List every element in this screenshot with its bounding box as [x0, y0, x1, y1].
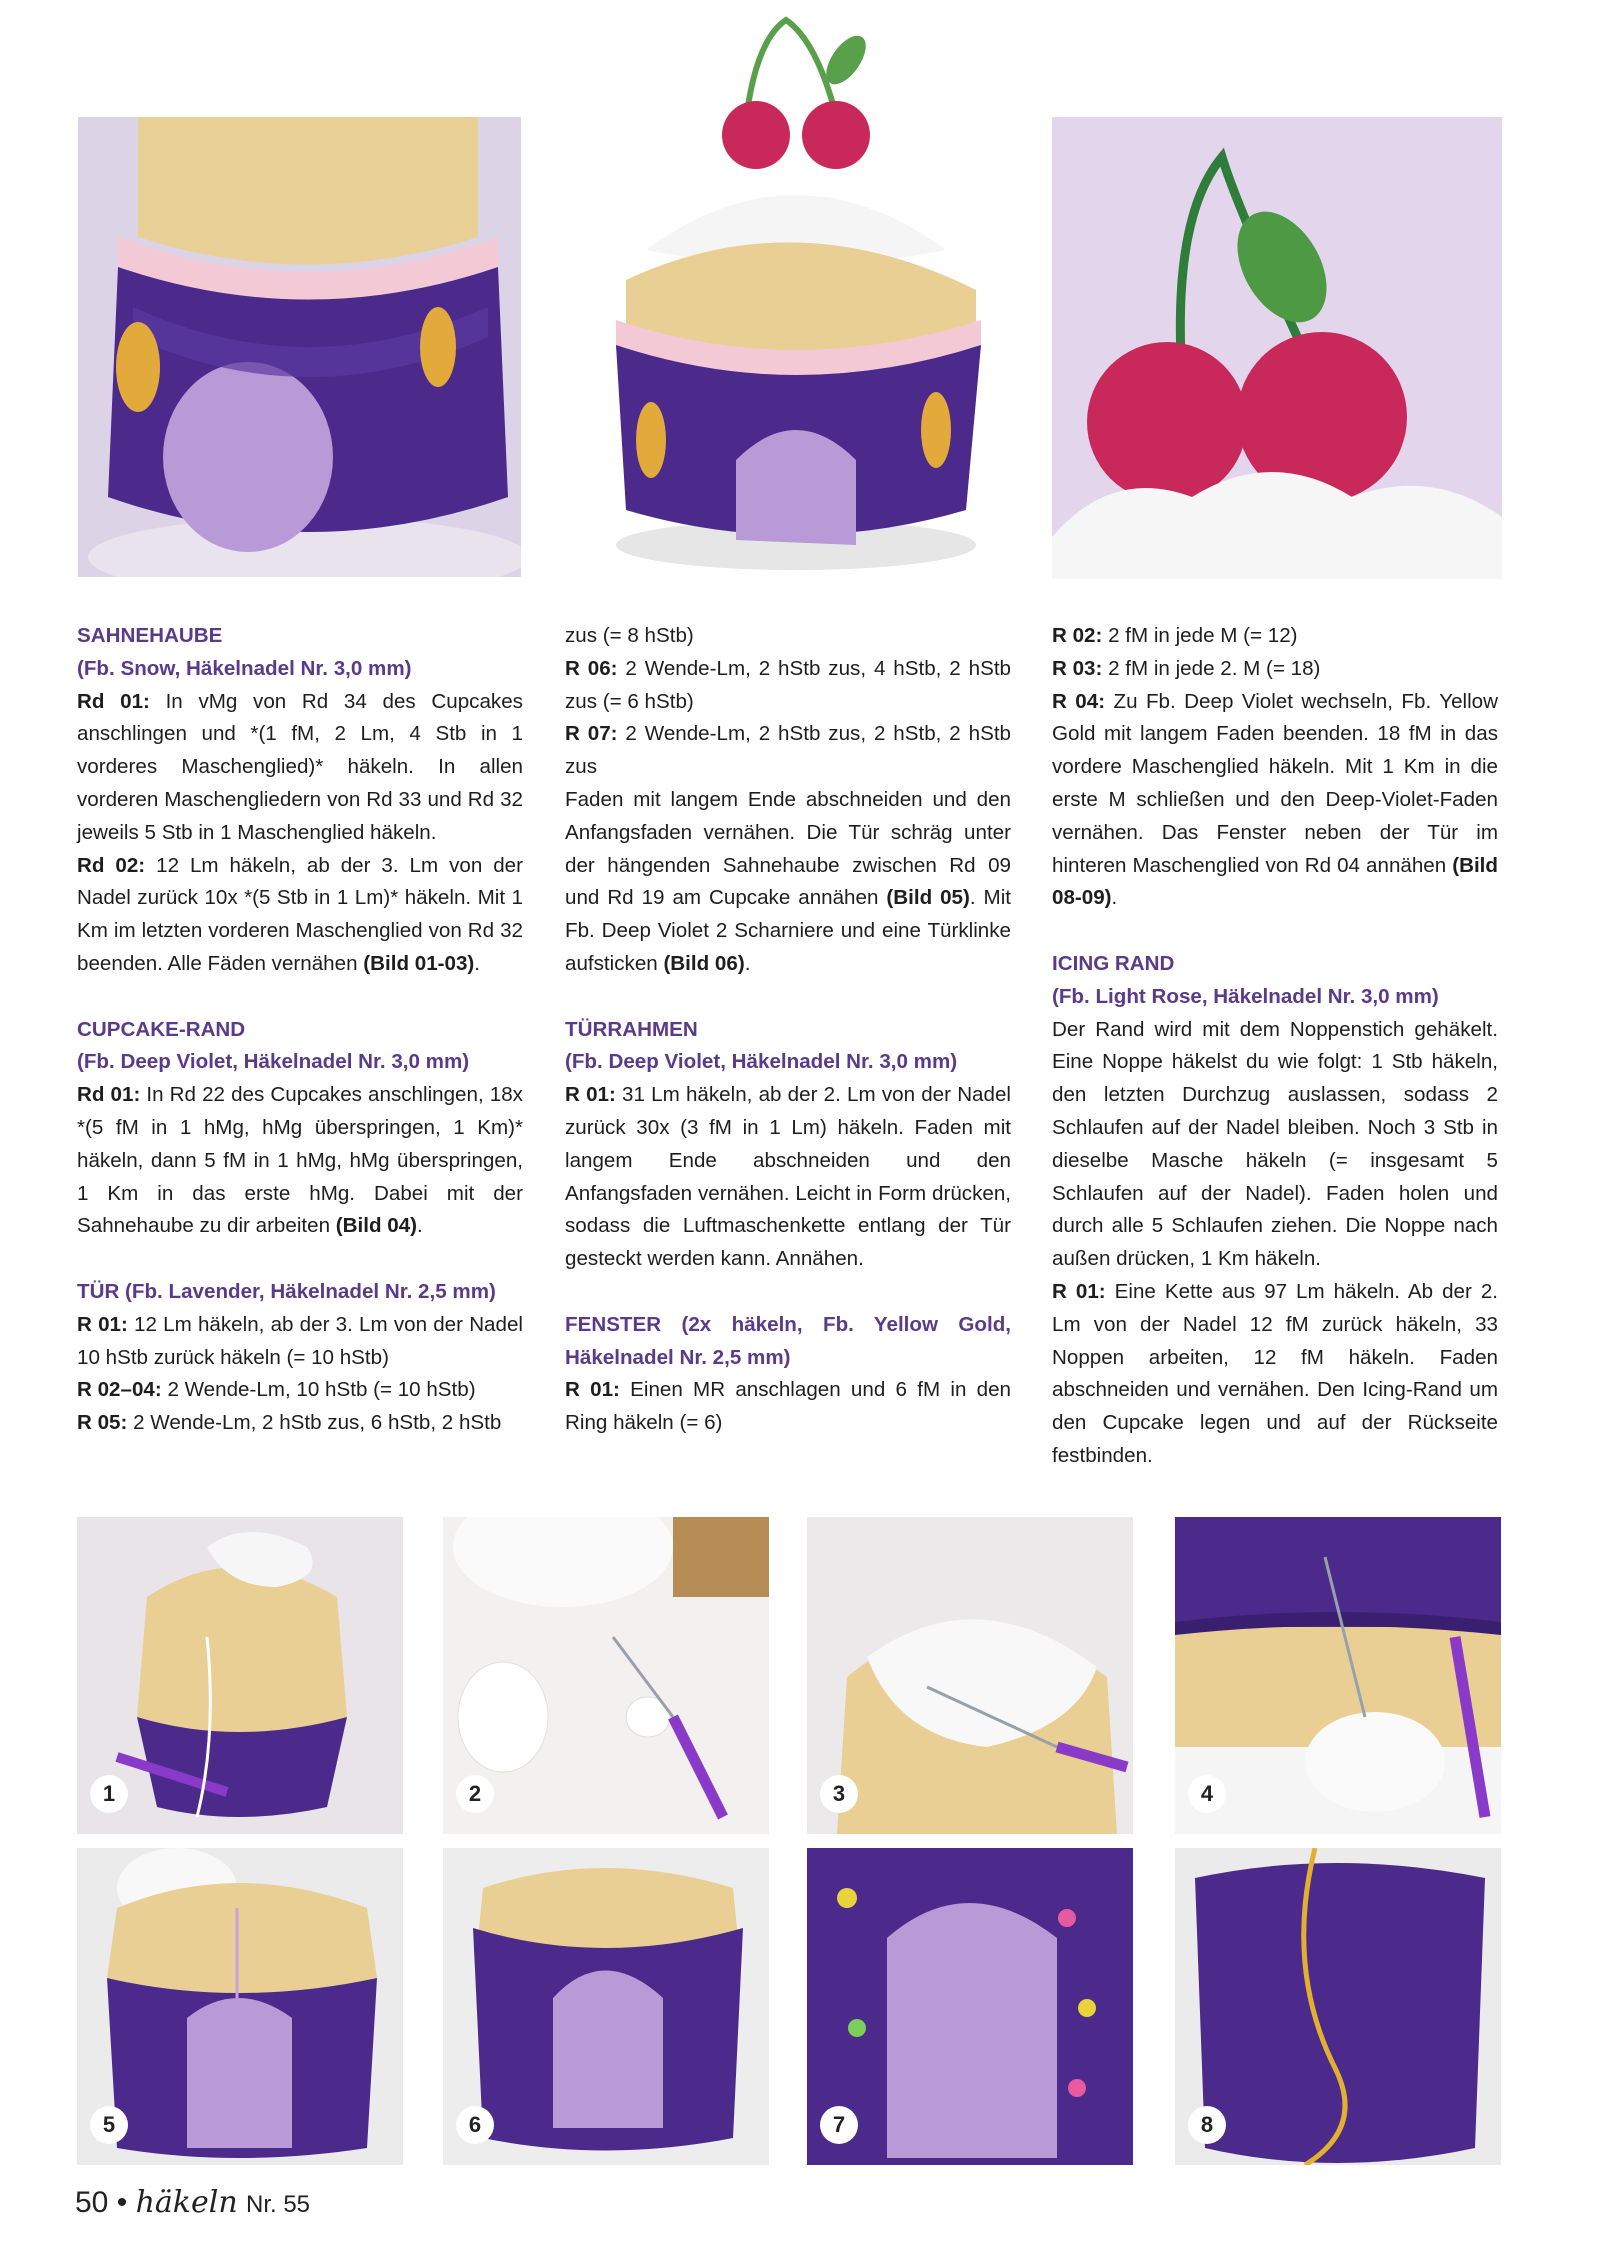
step-photo-1 — [77, 1517, 403, 1834]
step-photo-4 — [1175, 1517, 1501, 1834]
page-number: 50 — [75, 2186, 109, 2219]
instruction: R 01: 31 Lm häkeln, ab der 2. Lm von der Nadel zurück 30x (3 fM in 1 Lm) häkeln. Faden mit langem Ende abschneiden und den Anfangsfaden vernähen. Leicht in Form drücken, sodass die Luftmaschenkette entlang der Tür gesteckt werden kann. Annähen. — [565, 1083, 1011, 1271]
step-photo-6 — [443, 1848, 769, 2165]
instruction: Der Rand wird mit dem Noppenstich gehäkelt. Eine Noppe häkelst du wie folgt: 1 Stb häkeln, den letzten Durchzug auslassen, sodass 2 Schlaufen auf der Nadel bleiben. Noch 3 Stb in dieselbe Masche häkeln (= insgesamt 5 Schlaufen auf der Nadel). Faden holen und durch alle 5 Schlaufen ziehen. Die Noppe nach außen drücken, 1 Km häkeln. — [1052, 1017, 1498, 1271]
step-number: 4 — [1188, 1775, 1226, 1813]
instruction: R 03: 2 fM in jede 2. M (= 18) — [1052, 656, 1321, 680]
step-photo-2 — [443, 1517, 769, 1834]
step-number: 3 — [820, 1775, 858, 1813]
instruction: R 07: 2 Wende-Lm, 2 hStb zus, 2 hStb, 2 hStb zus — [565, 722, 1011, 779]
instruction: R 02: 2 fM in jede M (= 12) — [1052, 624, 1298, 647]
step-number: 8 — [1188, 2106, 1226, 2144]
subheading-cupcake-rand: (Fb. Deep Violet, Häkelnadel Nr. 3,0 mm) — [77, 1050, 470, 1074]
heading-cupcake-rand: CUPCAKE-RAND — [77, 1017, 246, 1041]
text-column-right — [1052, 620, 1498, 1473]
photo-cupcake-house — [556, 0, 1036, 580]
page-footer — [75, 2185, 310, 2220]
instruction: Rd 01: In Rd 22 des Cupcakes anschlingen, 18x *(5 fM in 1 hMg, hMg überspringen, 1 Km)* häkeln, dann 5 fM in 1 hMg, hMg überspringen, 1 Km in das erste hMg. Dabei mit der Sahnehaube zu dir arbeiten (Bild 04). — [77, 1083, 523, 1238]
photo-cherries-closeup — [1052, 117, 1502, 579]
step-photo-7 — [807, 1848, 1133, 2165]
heading-sahnehaube: SAHNEHAUBE — [77, 624, 223, 647]
photo-cupcake-door-closeup — [78, 117, 521, 577]
instruction: R 01: Eine Kette aus 97 Lm häkeln. Ab der 2. Lm von der Nadel 12 fM zurück häkeln, 33 Noppen arbeiten, 12 fM häkeln. Faden abschneiden und vernähen. Den Icing-Rand um den Cupcake legen und auf der Rückseite festbinden. — [1052, 1279, 1499, 1467]
heading-fenster: FENSTER (2x häkeln, Fb. Yellow Gold, Häkelnadel Nr. 2,5 mm) — [565, 1312, 1011, 1369]
heading-tuer: TÜR (Fb. Lavender, Häkelnadel Nr. 2,5 mm) — [77, 1279, 496, 1303]
instruction: R 01: 12 Lm häkeln, ab der 3. Lm von der Nadel 10 hStb zurück häkeln (= 10 hStb) — [77, 1312, 523, 1369]
step-number: 1 — [90, 1775, 128, 1813]
heading-tuerrahmen: TÜRRAHMEN — [565, 1017, 698, 1041]
instruction: R 04: Zu Fb. Deep Violet wechseln, Fb. Yellow Gold mit langem Faden beenden. 18 fM in das vordere Maschenglied häkeln. Mit 1 Km in die erste M schließen und den Deep-Violet-Faden vernähen. Das Fenster neben der Tür im hinteren Maschenglied von Rd 04 annähen (Bild 08-09). — [1052, 689, 1498, 910]
instruction: Rd 02: 12 Lm häkeln, ab der 3. Lm von der Nadel zurück 10x *(5 Stb in 1 Lm)* häkeln. Mit 1 Km im letzten vorderen Maschenglied von Rd 32 beenden. Alle Fäden vernähen (Bild 01-03). — [77, 853, 523, 975]
step-number: 5 — [90, 2106, 128, 2144]
heading-icing-rand: ICING RAND — [1052, 951, 1175, 975]
step-number: 2 — [456, 1775, 494, 1813]
subheading-tuerrahmen: (Fb. Deep Violet, Häkelnadel Nr. 3,0 mm) — [565, 1050, 958, 1074]
step-photo-8 — [1175, 1848, 1501, 2165]
step-photo-5 — [77, 1848, 403, 2165]
step-number: 6 — [456, 2106, 494, 2144]
magazine-name: häkeln — [135, 2185, 238, 2220]
instruction: R 05: 2 Wende-Lm, 2 hStb zus, 6 hStb, 2 hStb — [77, 1411, 502, 1435]
subheading-sahnehaube: (Fb. Snow, Häkelnadel Nr. 3,0 mm) — [77, 656, 412, 680]
instruction: R 06: 2 Wende-Lm, 2 hStb zus, 4 hStb, 2 hStb zus (= 6 hStb) — [565, 656, 1011, 713]
instruction: R 02–04: 2 Wende-Lm, 10 hStb (= 10 hStb) — [77, 1378, 476, 1402]
text-column-left — [77, 620, 523, 1440]
instruction: Rd 01: In vMg von Rd 34 des Cupcakes anschlingen und *(1 fM, 2 Lm, 4 Stb in 1 vorderes Maschenglied)* häkeln. In allen vorderen Maschengliedern von Rd 33 und Rd 32 jeweils 5 Stb in 1 Maschenglied häkeln. — [77, 689, 523, 844]
subheading-icing-rand: (Fb. Light Rose, Häkelnadel Nr. 3,0 mm) — [1052, 984, 1439, 1008]
instruction: Faden mit langem Ende abschneiden und den Anfangsfaden vernähen. Die Tür schräg unter der hängenden Sahnehaube zwischen Rd 09 und Rd 19 am Cupcake annähen (Bild 05). Mit Fb. Deep Violet 2 Scharniere und eine Türklinke aufsticken (Bild 06). — [565, 787, 1012, 975]
instruction: zus (= 8 hStb) — [565, 624, 694, 647]
instruction: R 01: Einen MR anschlagen und 6 fM in den Ring häkeln (= 6) — [565, 1378, 1012, 1435]
footer-bullet: • — [116, 2186, 128, 2219]
issue-number: Nr. 55 — [245, 2191, 311, 2218]
step-number: 7 — [820, 2106, 858, 2144]
text-column-middle — [565, 620, 1011, 1440]
step-photo-3 — [807, 1517, 1133, 1834]
